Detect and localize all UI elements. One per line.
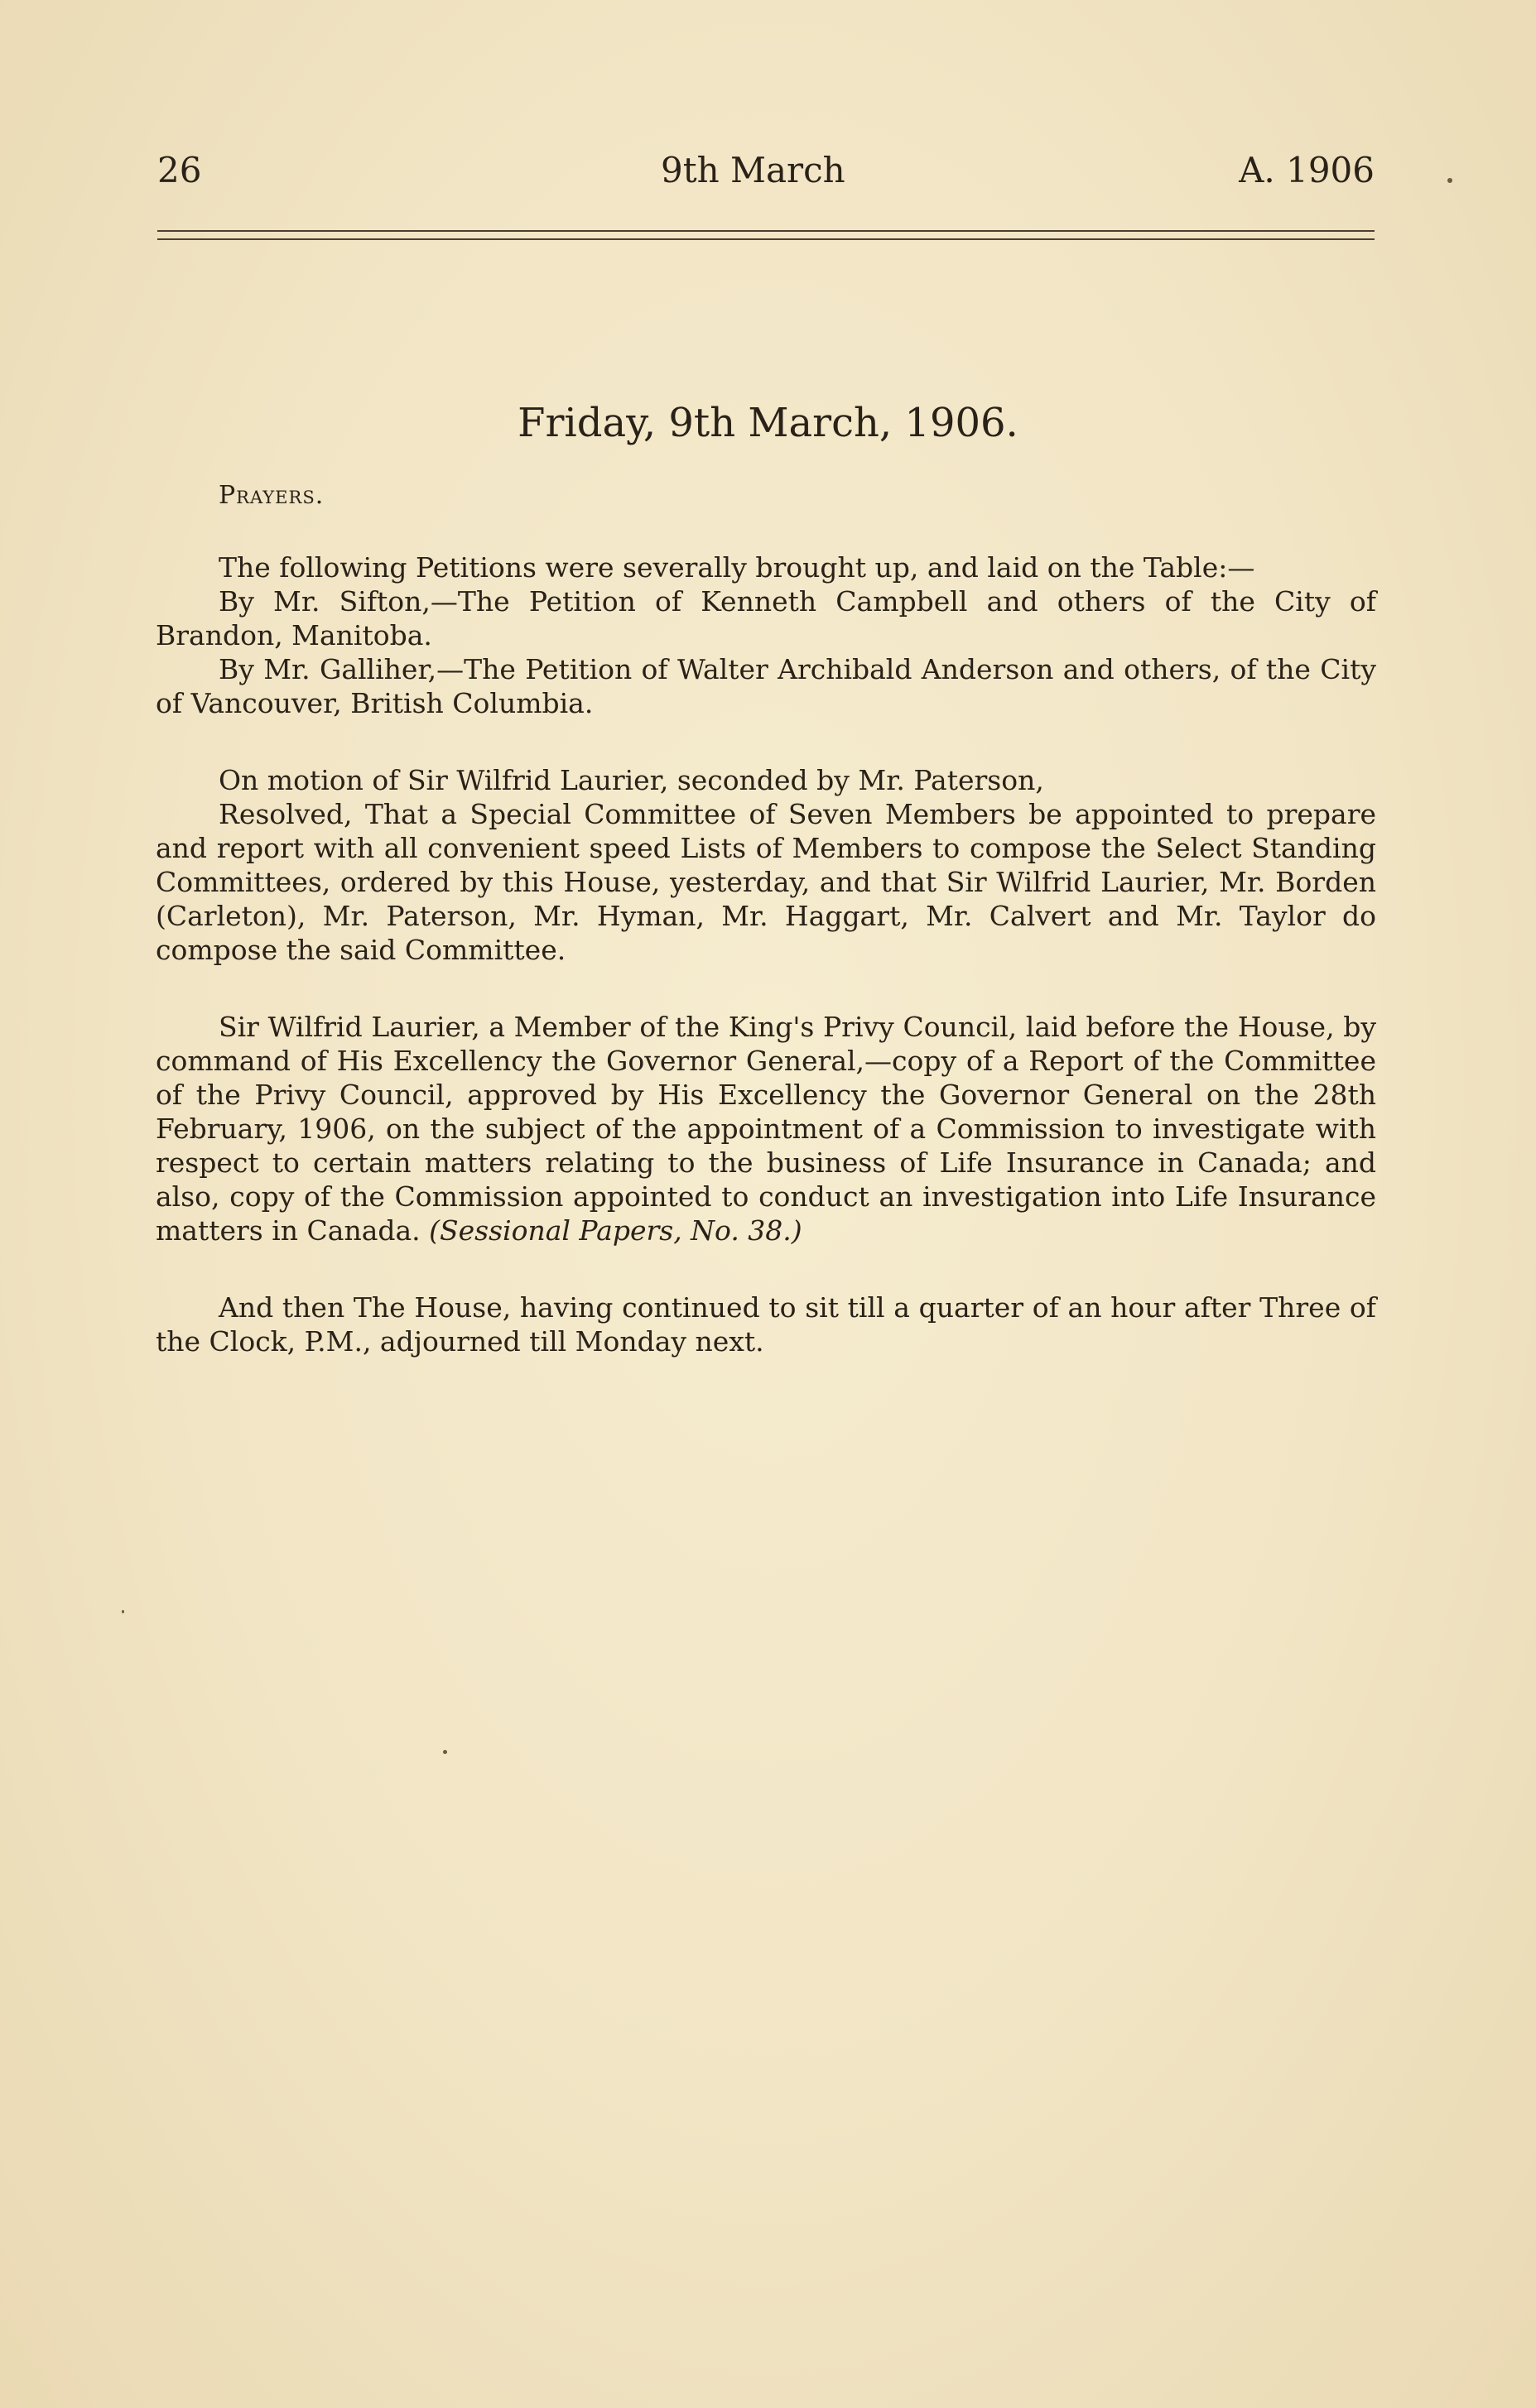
paper-speck <box>1447 178 1452 183</box>
header-rule-top <box>157 230 1375 232</box>
body-text <box>156 478 1376 1358</box>
petitions-intro: The following Petitions were severally brought up, and laid on the Table:— <box>219 551 1255 584</box>
report-text: Sir Wilfrid Laurier, a Member of the King's Privy Council, laid before the House, by command of His Excellency the Governor General,—copy of a Report of the Committee of the Privy Council, approved by His Excellency the Governor General on the 28th February, 1906, on the subject of the appointment of a Commission to investigate with respect to certain matters relating to the business of Life Insurance in Canada; and also, copy of the Commission appointed to conduct an investigation into Life Insurance matters in Canada. <box>156 1011 1376 1247</box>
report-paragraph <box>156 1010 1376 1247</box>
header-rule-bottom <box>157 238 1375 240</box>
sessional-paper-reference: (Sessional Papers, No. 38.) <box>429 1214 802 1247</box>
resolution-paragraph: Resolved, That a Special Committee of Seven Members be appointed to prepare and report with all convenient speed Lists of Members to compose the Select Standing Committees, ordered by this House, yesterday, and that Sir Wilfrid Laurier, Mr. Borden (Carleton), Mr. Paterson, Mr. Hyman, Mr. Haggart, Mr. Calvert and Mr. Taylor do compose the said Committee. <box>156 798 1376 966</box>
running-head <box>157 146 1375 195</box>
petition-sifton: By Mr. Sifton,—The Petition of Kenneth Campbell and others of the City of Brandon, Manitoba. <box>156 585 1376 651</box>
header-year: A. 1906 <box>1239 150 1375 190</box>
petition-galliher: By Mr. Galliher,—The Petition of Walter Archibald Anderson and others, of the City of Vancouver, British Columbia. <box>156 653 1376 719</box>
adjournment-paragraph: And then The House, having continued to sit till a quarter of an hour after Three of the Clock, P.M., adjourned till Monday next. <box>156 1291 1376 1358</box>
paper-speck <box>122 1610 124 1613</box>
page-title: Friday, 9th March, 1906. <box>518 400 1018 446</box>
header-date: 9th March <box>661 150 845 190</box>
prayers-line: Prayers. <box>219 481 325 510</box>
page-number: 26 <box>157 150 202 190</box>
motion-line: On motion of Sir Wilfrid Laurier, seconded by Mr. Paterson, <box>219 764 1044 796</box>
paper-speck <box>443 1750 447 1754</box>
